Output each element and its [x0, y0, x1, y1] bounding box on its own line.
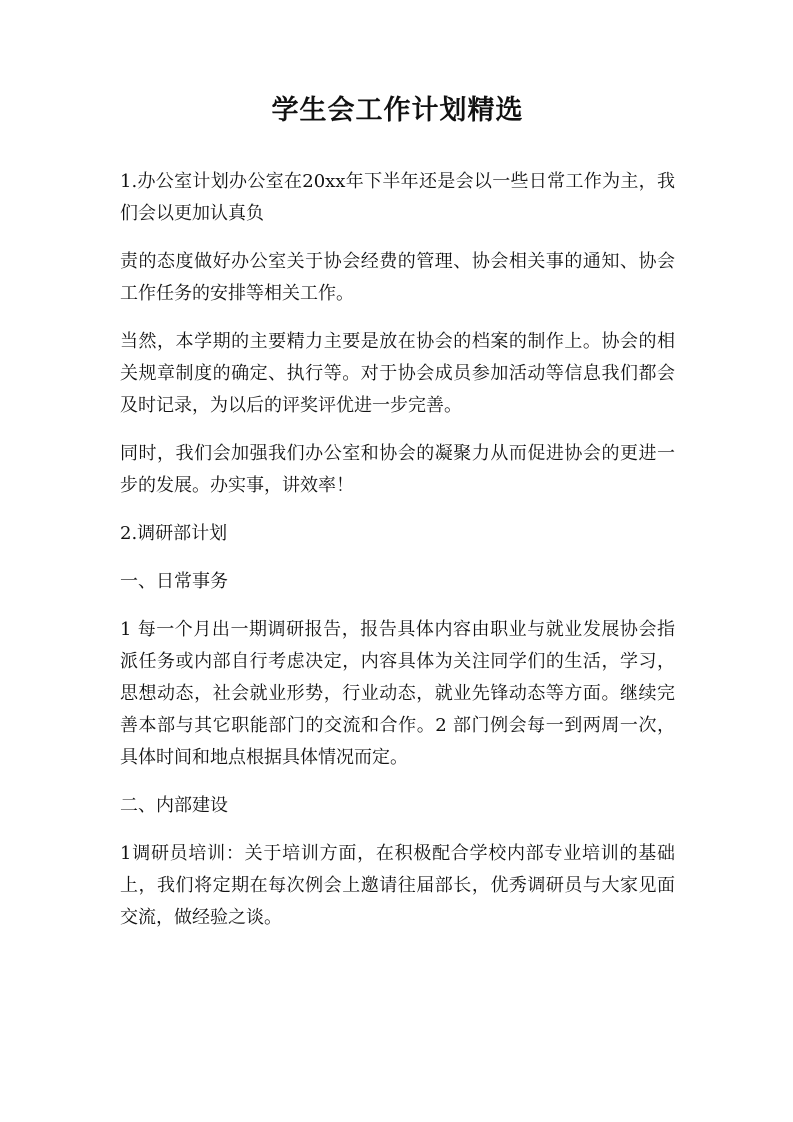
paragraph-office-plan-4: 同时，我们会加强我们办公室和协会的凝聚力从而促进协会的更进一步的发展。办实事，讲效率！	[120, 443, 675, 496]
paragraph-office-plan-2: 责的态度做好办公室关于协会经费的管理、协会相关事的通知、协会工作任务的安排等相关工作。	[120, 251, 675, 304]
paragraph-office-plan-1: 1.办公室计划办公室在20xx年下半年还是会以一些日常工作为主，我们会以更加认真负	[120, 171, 675, 224]
heading-internal-building: 二、内部建设	[120, 795, 228, 816]
document-title: 学生会工作计划精选	[271, 95, 524, 126]
paragraph-daily-affairs: 1 每一个月出一期调研报告，报告具体内容由职业与就业发展协会指派任务或内部自行考虑决定，内容具体为关注同学们的生活，学习，思想动态，社会就业形势，行业动态，就业先锋动态等方面。继续完善本部与其它职能部门的交流和合作。2 部门例会每一到两周一次，具体时间和地点根据具体情况而定。	[120, 619, 675, 768]
paragraph-researcher-training: 1调研员培训：关于培训方面，在积极配合学校内部专业培训的基础上，我们将定期在每次例会上邀请往届部长，优秀调研员与大家见面交流，做经验之谈。	[120, 843, 675, 928]
paragraph-office-plan-3: 当然，本学期的主要精力主要是放在协会的档案的制作上。协会的相关规章制度的确定、执行等。对于协会成员参加活动等信息我们都会及时记录，为以后的评奖评优进一步完善。	[120, 331, 675, 416]
heading-research-plan: 2.调研部计划	[120, 523, 228, 544]
heading-daily-affairs: 一、日常事务	[120, 571, 228, 592]
